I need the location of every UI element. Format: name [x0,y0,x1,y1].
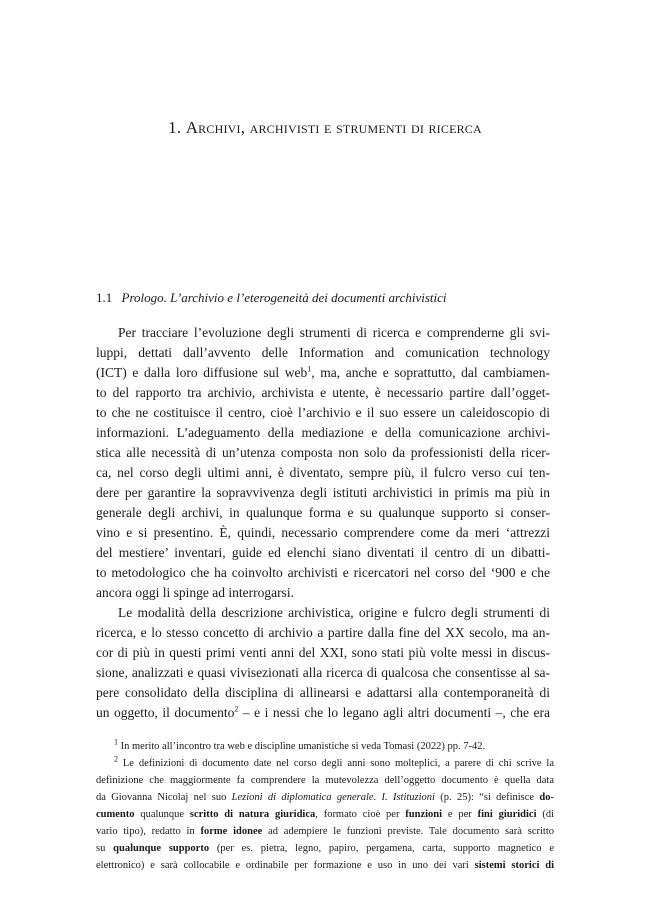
body-line: del mestiere’ inventari, guide ed elenchi siano diventati il centro di un dibatti- [96,545,550,560]
body-line: pere consolidato della disciplina di allinearsi e adattarsi alla contemporaneità di [96,685,550,700]
chapter-title-text: Archivi, archivisti e strumenti di ricerca [185,118,482,137]
body-line: (ICT) e dalla loro diffusione sul web$^1$, ma, anche e soprattutto, dal cambiamen- [96,364,550,380]
body-line: informazioni. L’adeguamento della mediazione e della comunicazione archivi- [96,425,550,440]
footnote-marker: 1 [307,364,312,374]
body-line: Per tracciare l’evoluzione degli strumenti di ricerca e comprenderne gli svi- [118,325,550,340]
footnote-2-line: da Giovanna Nicolaj nel suo Lezioni di diplomatica generale. I. Istituzioni (p. 25): “si definisce do- [96,792,554,803]
body-line: stica alle necessità di un’utenza composta non solo da professionisti della ricer- [96,445,550,460]
body-line: luppi, dettati dall’avvento delle Information and comunication technology [96,345,550,360]
body-line: sione, analizzati e quasi vivisezionati alla ricerca di qualcosa che consentisse al sa- [96,665,550,680]
chapter-number: 1. [168,118,182,137]
section-heading [96,290,447,306]
body-line: Le modalità della descrizione archivistica, origine e fulcro degli strumenti di [118,605,550,620]
footnote-2-line: definizione che maggiormente fa comprendere la mutevolezza dell’oggetto documento è quella data [96,775,554,786]
chapter-title [0,118,650,138]
body-line: ancora oggi li spinge ad interrogarsi. [96,585,294,600]
section-title: Prologo. L’archivio e l’eterogeneità dei documenti archivistici [121,290,447,305]
body-line: vino e si presentino. È, quindi, necessario comprendere come da meri ‘attrezzi [96,525,550,540]
footnote-2-line: $^2$ Le definizioni di documento date nel corso degli anni sono molteplici, a parere di chi scrive la [114,754,555,769]
footnote-marker: 2 [234,704,239,714]
footnote-2-line: su qualunque supporto (per es. pietra, legno, papiro, pergamena, carta, supporto magnetico e [96,843,554,854]
section-number: 1.1 [96,290,113,305]
footnote-2-line: cumento qualunque scritto di natura giuridica, formato cioè per funzioni e per fini giuridici (di [96,809,554,820]
body-line: to che ne costituisce il centro, cioè l’archivio e il suo essere un caleidoscopio di [96,405,550,420]
body-line: cor di più in questi primi venti anni del XXI, sono stati più volte messi in discus- [96,645,550,660]
footnote-1: $^1$ In merito all’incontro tra web e discipline umanistiche si veda Tomasi (2022) pp. 7-42. [114,737,486,752]
body-line: generale degli archivi, in qualunque forma e su qualunque supporto si conser- [96,505,550,520]
body-line: dere per garantire la sopravvivenza degli istituti archivistici in primis ma più in [96,485,550,500]
footnote-2-line: vario tipo), redatto in forme idonee ad adempiere le funzioni previste. Tale documento sarà scritto [96,826,554,837]
body-line: ca, nel corso degli ultimi anni, è diventato, sempre più, il fulcro verso cui ten- [96,465,550,480]
body-line: un oggetto, il documento$^2$ – e i nessi che lo legano agli altri documenti –, che era [96,704,550,720]
body-line: ricerca, e lo stesso concetto di archivio a partire dalla fine del XX secolo, ma an- [96,625,550,640]
body-line: to del rapporto tra archivio, archivista e utente, è necessario partire dall’ogget- [96,385,550,400]
body-line: to metodologico che ha coinvolto archivisti e ricercatori nel corso del ‘900 e che [96,565,550,580]
footnote-2-line: elettronico) e sarà collocabile e ordinabile per formazione e uso in uno dei vari sistemi storici di [96,860,555,871]
